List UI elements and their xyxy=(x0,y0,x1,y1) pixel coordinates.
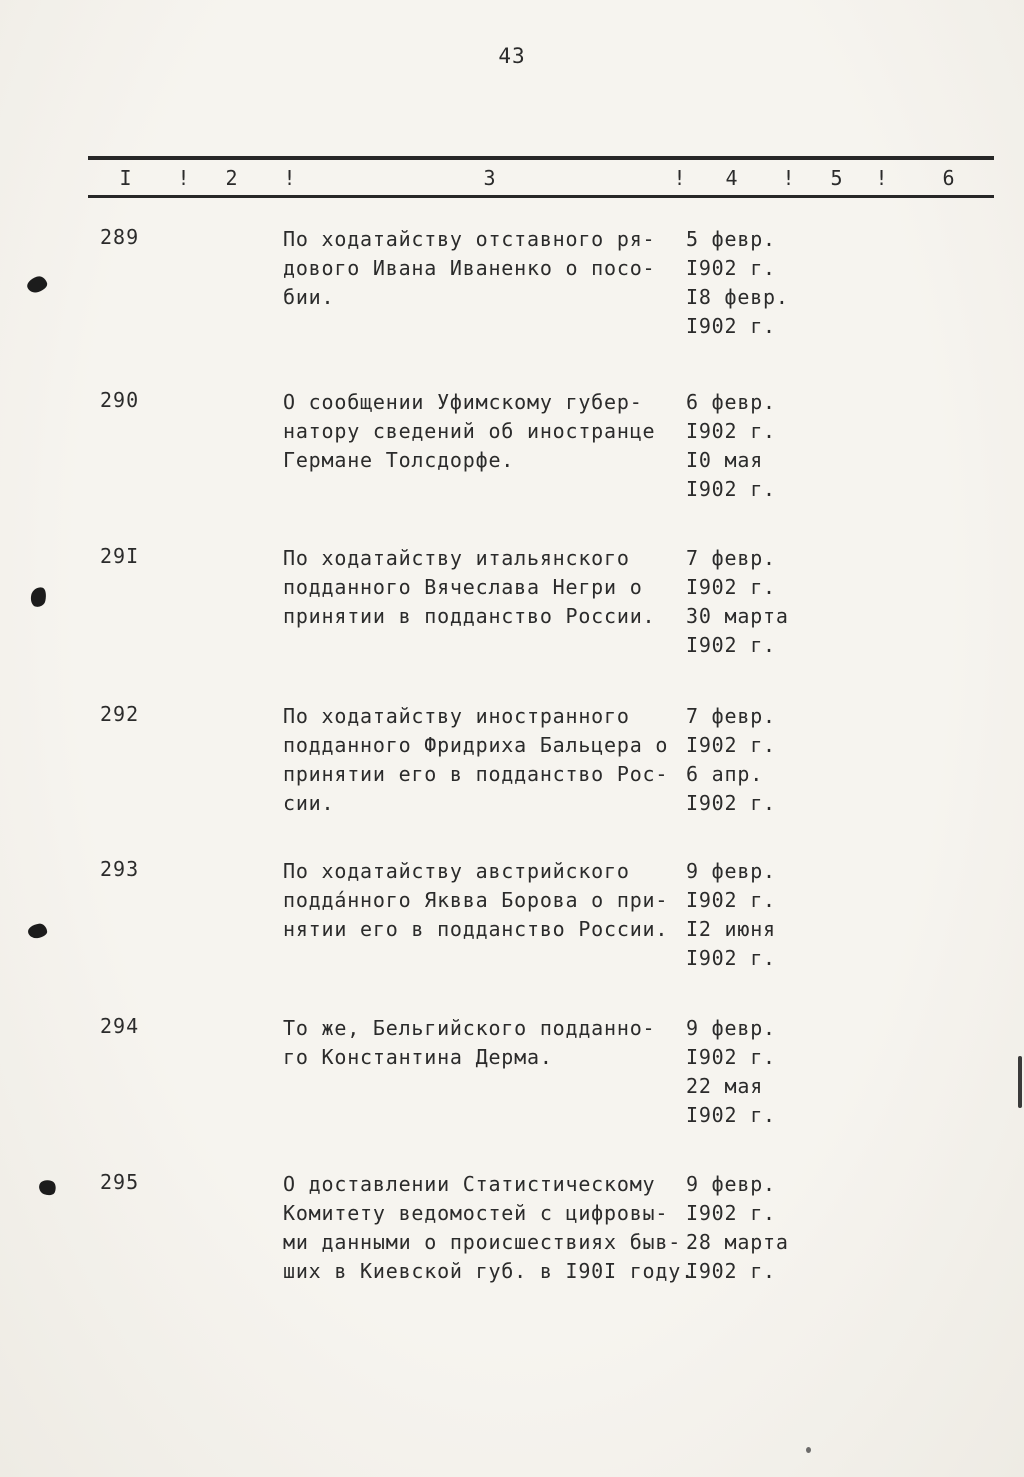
column-header-5: 5 xyxy=(830,166,844,190)
entry-number: 295 xyxy=(100,1170,140,1194)
entry-dates: 5 февр. I902 г. I8 февр. I902 г. xyxy=(686,227,789,338)
entry-dates: 7 февр. I902 г. 30 марта I902 г. xyxy=(686,546,789,657)
column-separator: ! xyxy=(782,166,796,190)
entry-number: 293 xyxy=(100,857,140,881)
column-separator: ! xyxy=(177,166,191,190)
entry-dates: 9 февр. I902 г. 28 марта I902 г. xyxy=(686,1172,789,1283)
entry-dates: 9 февр. I902 г. I2 июня I902 г. xyxy=(686,859,776,970)
column-separator: ! xyxy=(283,166,297,190)
column-header-6: 6 xyxy=(942,166,956,190)
table-header xyxy=(88,156,994,198)
entry-number: 29I xyxy=(100,544,140,568)
scan-artifact xyxy=(1018,1056,1022,1108)
column-separator: ! xyxy=(875,166,889,190)
entry-description: По ходатайству итальянского подданного Вячеслава Негри о принятии в подданство России. xyxy=(283,546,656,628)
entry-description: О доставлении Статистическому Комитету ведомостей с цифровы- ми данными о происшествиях быв- ших в Киевской губ. в I90I году. xyxy=(283,1172,694,1283)
entry-number: 290 xyxy=(100,388,140,412)
entry-number: 292 xyxy=(100,702,140,726)
ink-smudge xyxy=(27,923,48,940)
entry-number: 289 xyxy=(100,225,140,249)
column-header-2: 2 xyxy=(225,166,239,190)
entry-number: 294 xyxy=(100,1014,140,1038)
column-header-4: 4 xyxy=(725,166,739,190)
entry-dates: 6 февр. I902 г. I0 мая I902 г. xyxy=(686,390,776,501)
ink-smudge xyxy=(29,586,48,609)
ink-dot xyxy=(806,1447,811,1453)
column-header-3: 3 xyxy=(483,166,497,190)
entry-dates: 9 февр. I902 г. 22 мая I902 г. xyxy=(686,1016,776,1127)
column-header-1: I xyxy=(119,166,133,190)
ink-smudge xyxy=(25,274,49,294)
entry-description: О сообщении Уфимскому губер- натору сведений об иностранце Германе Толсдорфе. xyxy=(283,390,656,472)
ink-smudge xyxy=(37,1178,58,1198)
column-separator: ! xyxy=(673,166,687,190)
entry-description: То же, Бельгийского подданно- го Константина Дерма. xyxy=(283,1016,656,1069)
entry-dates: 7 февр. I902 г. 6 апр. I902 г. xyxy=(686,704,776,815)
entry-description: По ходатайству австрийского подда́нного Яквва Борова о при- нятии его в подданство России. xyxy=(283,859,669,941)
page-number: 43 xyxy=(498,44,526,68)
entry-description: По ходатайству иностранного подданного Фридриха Бальцера о принятии его в подданство Рос- сии. xyxy=(283,704,669,815)
entry-description: По ходатайству отставного ря- дового Ивана Иваненко о посо- бии. xyxy=(283,227,656,309)
